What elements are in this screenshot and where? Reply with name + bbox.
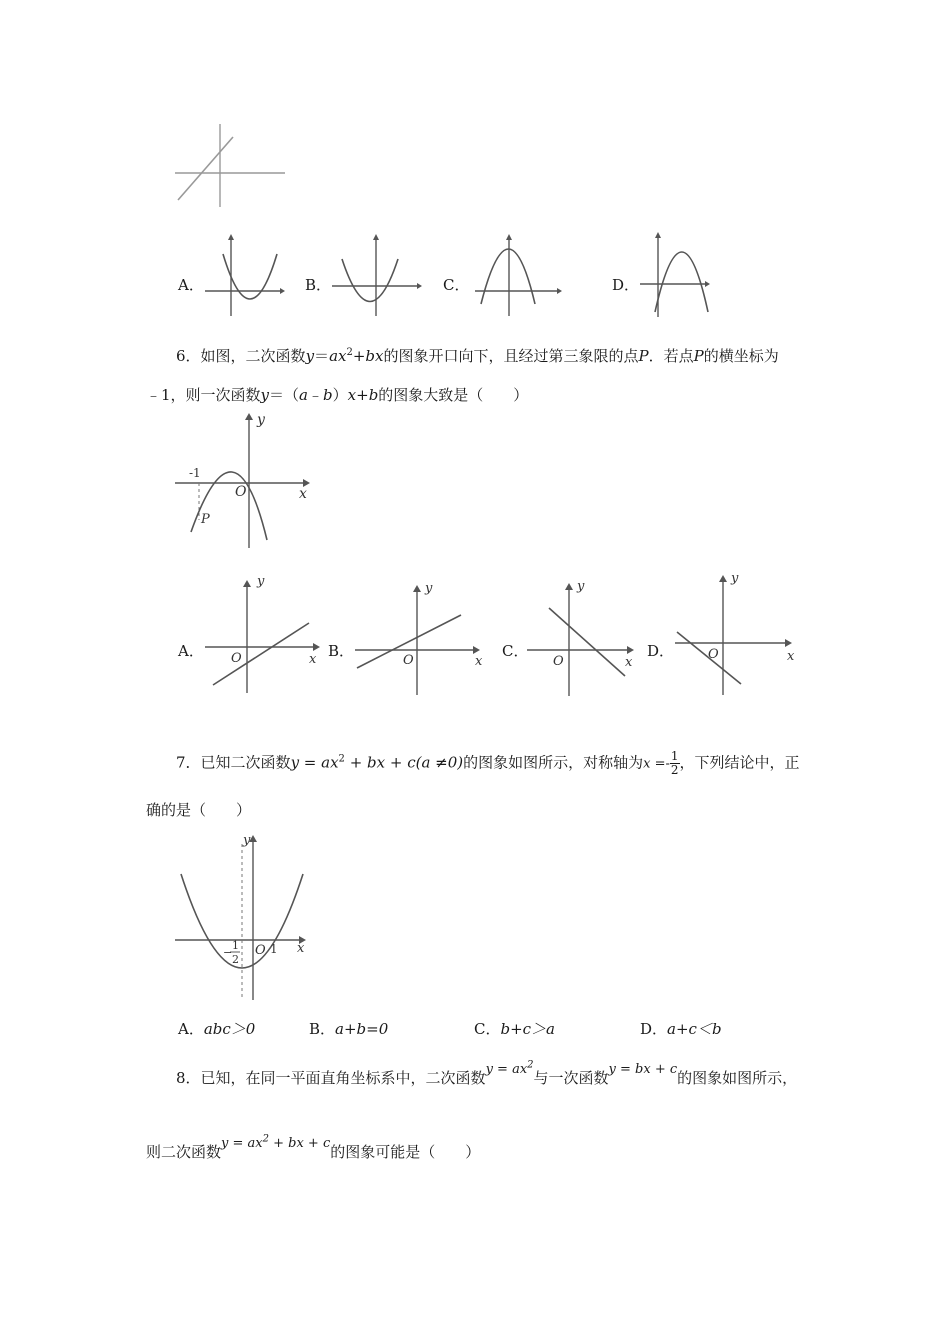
q8-text-2: 与一次函数: [533, 1069, 609, 1087]
q7-axis-fraction: [670, 750, 680, 777]
q7-fig-origin-label: O: [255, 943, 266, 958]
q7-fig-x-label: x: [297, 941, 305, 956]
q7-option-c: [474, 1019, 555, 1039]
q7-text-1: 已知二次函数: [200, 753, 291, 772]
q8-eq1-sup: 2: [527, 1059, 534, 1071]
q7-number: 7．: [176, 753, 201, 772]
q6-fig-x-label: x: [299, 486, 307, 502]
q5-option-d-graph: [640, 232, 720, 317]
svg-text:x: x: [475, 654, 483, 669]
q7-option-d-expr: a+c＜b: [667, 1020, 722, 1038]
q6-number: 6．: [176, 347, 201, 365]
q5-option-a-label: A．: [178, 276, 204, 294]
q6-point-p: P: [638, 347, 649, 365]
q6-stem-line1: [176, 346, 779, 366]
q7-fig-frac-num: 1: [232, 939, 239, 952]
svg-text:x: x: [787, 649, 795, 664]
q6-main-figure: [175, 410, 315, 550]
q6-text-4: 的横坐标为: [703, 347, 779, 365]
q6-option-d-graph: [675, 570, 800, 695]
q6-fig-p-label: P: [201, 512, 210, 527]
svg-text:x: x: [625, 655, 633, 670]
svg-text:y: y: [577, 579, 585, 594]
q7-stem-line2: [146, 800, 251, 820]
q7-option-c-label: C．: [474, 1020, 501, 1038]
q8-text-1: 已知，在同一平面直角坐标系中，二次函数: [200, 1069, 486, 1087]
q7-eq-sup: 2: [338, 753, 345, 765]
svg-text:O: O: [403, 653, 414, 668]
q8-stem-line1: [176, 1059, 798, 1090]
q6-fig-neg1-label: -1: [189, 466, 201, 480]
q6-text-3: ．若点: [648, 347, 694, 365]
q6-text-2: 的图象开口向下，且经过第三象限的点: [383, 347, 639, 365]
q6-text-1: 如图，二次函数: [200, 347, 306, 365]
svg-text:O: O: [231, 651, 242, 666]
q7-figure: [175, 832, 315, 1002]
q6-line2-y: y: [260, 386, 270, 404]
q6-line2-eq: ＝（: [269, 386, 300, 404]
q6-eq-sign: ＝: [314, 347, 330, 365]
q8-line2-b: 的图象可能是（ ）: [330, 1143, 481, 1161]
q6-option-c-graph: [527, 578, 642, 696]
q7-frac-num: 1: [670, 749, 679, 763]
q6-eq-y: y: [305, 347, 315, 365]
q7-eq: y = ax: [290, 753, 339, 772]
q6-eq-ax: ax: [329, 347, 347, 365]
q7-line2: 确的是（ ）: [146, 801, 252, 819]
q6-option-d-label: D．: [647, 642, 675, 660]
q8-eq2: y = bx + c: [608, 1062, 678, 1077]
svg-text:y: y: [257, 574, 265, 589]
q8-stem-line2: [146, 1133, 481, 1164]
q7-stem-line1: [176, 750, 800, 777]
svg-text:y: y: [731, 571, 739, 586]
q8-eq3: y = ax: [221, 1136, 263, 1151]
q6-fig-y-label: y: [257, 412, 265, 428]
q6-option-a-label: A．: [178, 642, 204, 660]
q7-option-b-label: B．: [309, 1020, 336, 1038]
q7-option-b-expr: a+b=0: [335, 1020, 389, 1038]
q8-eq3-rest: + bx + c: [268, 1136, 331, 1151]
q7-fig-one-label: 1: [270, 942, 278, 956]
q8-eq1-wrap: [485, 1059, 534, 1077]
q6-option-c-label: C．: [502, 642, 529, 660]
q5-option-b-graph: [332, 234, 422, 316]
q7-text-3: ，下列结论中，正: [679, 753, 800, 772]
q8-eq1: y = ax: [485, 1062, 528, 1077]
q7-option-c-expr: b+c＞a: [500, 1020, 555, 1038]
q7-fig-neg-sign: −: [223, 946, 233, 959]
q6-fig-origin-label: O: [235, 484, 247, 500]
q7-option-d: [640, 1019, 722, 1039]
q5-option-d-label: D．: [612, 276, 640, 294]
q7-eq-rest: + bx + c(a ≠0): [344, 753, 464, 772]
q8-text-3: 的图象如图所示，: [677, 1069, 798, 1087]
q7-option-b: [309, 1019, 388, 1039]
svg-text:O: O: [553, 654, 564, 669]
svg-text:x: x: [309, 652, 317, 667]
q6-line2-b-var: b: [323, 386, 333, 404]
q7-frac-den: 2: [670, 763, 679, 777]
q6-eq-bx: bx: [365, 347, 384, 365]
q6-line2-b2: b: [368, 386, 379, 404]
q5-option-a-graph: [205, 234, 285, 316]
svg-text:y: y: [425, 581, 433, 596]
q6-eq-sup: 2: [346, 347, 353, 358]
q6-eq-plus: +: [352, 347, 366, 365]
q7-option-d-label: D．: [640, 1020, 668, 1038]
q6-line2-minus: ﹣: [308, 386, 324, 404]
q6-line2-x: x: [347, 386, 357, 404]
q7-option-a-expr: abc＞0: [203, 1020, 256, 1038]
q6-line2-close: ）: [332, 386, 348, 404]
q5-option-c-label: C．: [443, 276, 470, 294]
q6-line2-plus: +: [356, 386, 369, 404]
q7-fig-frac-den: 2: [232, 953, 239, 966]
q8-line2-a: 则二次函数: [146, 1143, 222, 1161]
q7-option-a-label: A．: [178, 1020, 204, 1038]
q7-fig-y-label: y: [243, 833, 251, 848]
q7-option-a: [178, 1019, 255, 1039]
q6-line2-a-var: a: [299, 386, 308, 404]
q8-eq3-sup: 2: [262, 1133, 269, 1145]
q6-option-b-label: B．: [328, 642, 355, 660]
q7-text-2: 的图象如图所示，对称轴为: [463, 753, 644, 772]
q8-number: 8．: [176, 1069, 201, 1087]
q5-option-b-label: B．: [305, 276, 332, 294]
q6-option-b-graph: [355, 580, 485, 695]
svg-text:O: O: [708, 647, 719, 662]
q6-option-a-graph: [205, 575, 325, 695]
q7-axis-eq: x =-: [643, 756, 670, 772]
q5-line-figure: [175, 122, 290, 207]
q6-line2-a: ﹣1，则一次函数: [146, 386, 261, 404]
q8-eq3-wrap: [221, 1133, 331, 1151]
q6-stem-line2: [146, 385, 528, 405]
q6-line2-end: 的图象大致是（ ）: [378, 386, 529, 404]
q5-option-c-graph: [475, 234, 565, 316]
q6-point-p2: P: [693, 347, 704, 365]
